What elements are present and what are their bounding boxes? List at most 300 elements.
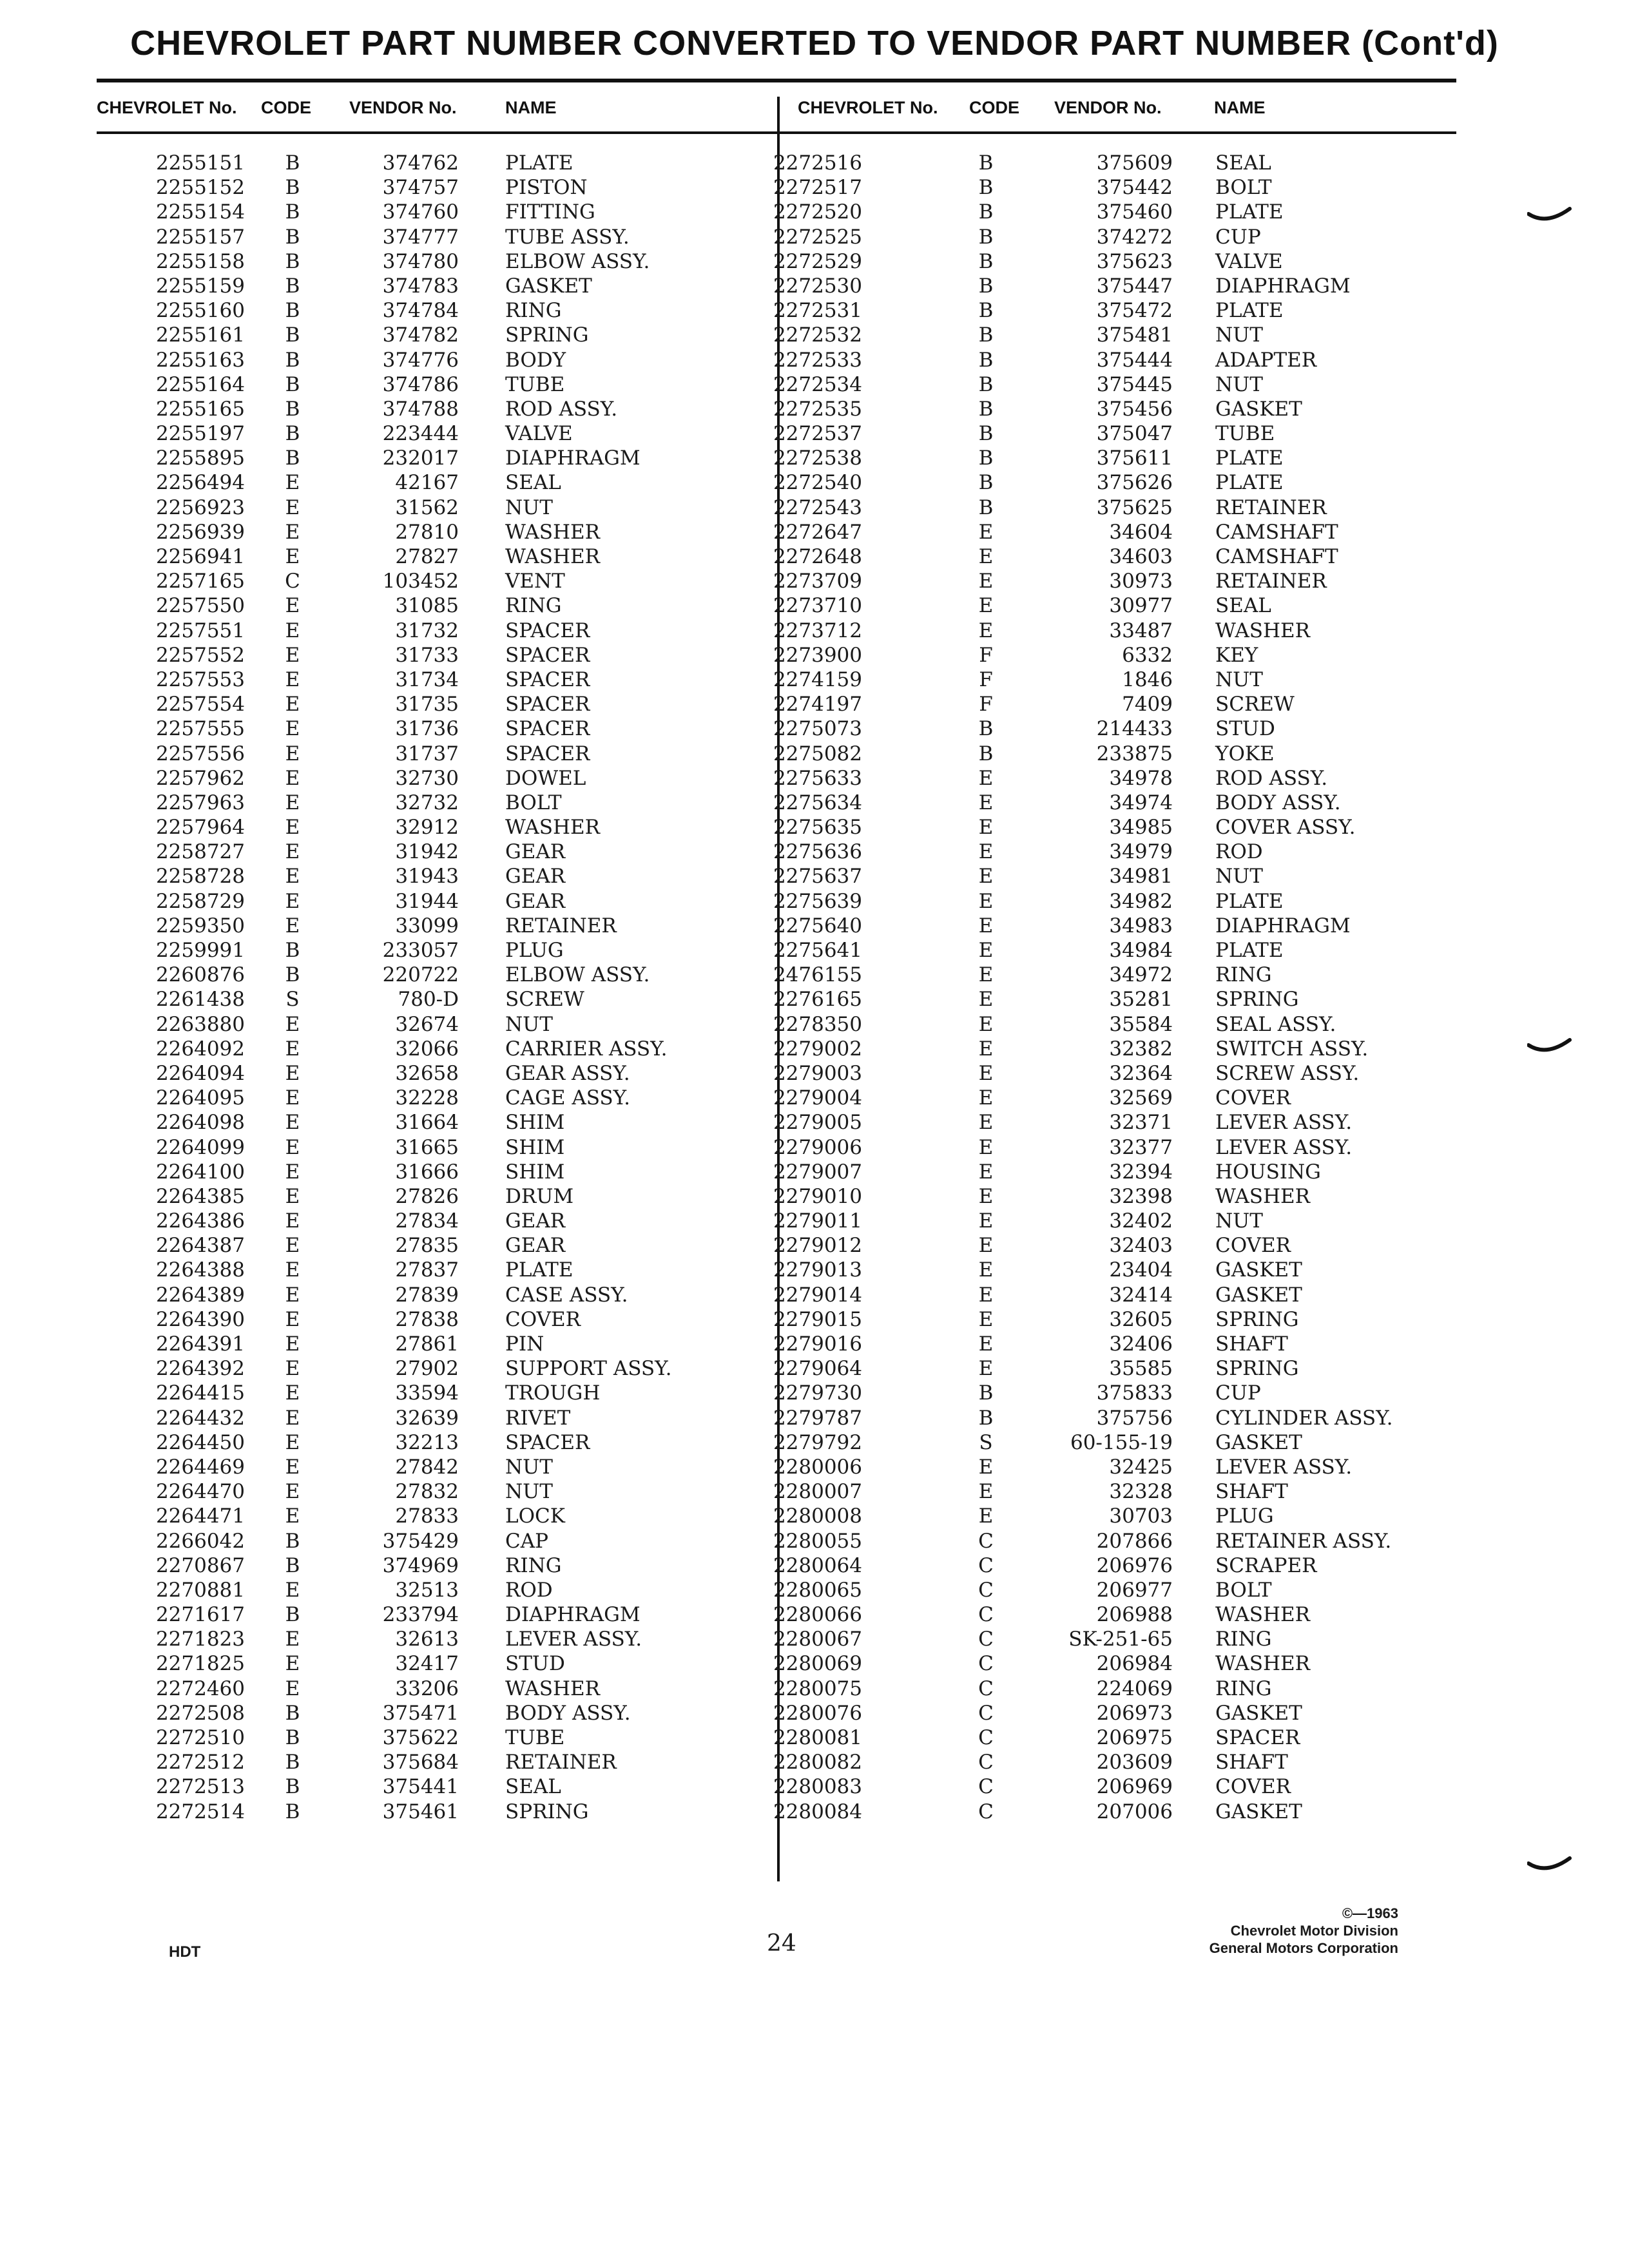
vendor-number-cell: 31942 [395,840,459,864]
code-cell: E [285,1234,300,1258]
table-row [0,889,773,914]
part-name-cell: TUBE ASSY. [505,225,630,249]
chevrolet-number-cell: 2279007 [773,1160,862,1184]
chevrolet-number-cell: 2272531 [773,299,862,323]
chevrolet-number-cell: 2257556 [155,742,245,765]
chevrolet-number-cell: 2275073 [773,717,862,741]
chevrolet-number-cell: 2260876 [155,963,245,987]
table-row [773,446,1617,470]
code-cell: B [285,151,300,175]
chevrolet-number-cell: 2280065 [773,1578,862,1602]
vendor-number-cell: 233875 [1096,742,1173,765]
chevrolet-number-cell: 2272543 [773,495,862,519]
chevrolet-number-cell: 2256941 [155,545,245,568]
part-name-cell: ELBOW ASSY. [505,249,650,273]
vendor-number-cell: 31733 [395,643,459,667]
code-cell: E [285,1381,300,1405]
chevrolet-number-cell: 2263880 [155,1012,245,1036]
code-cell: E [285,545,300,568]
part-name-cell: RETAINER [505,914,617,937]
chevrolet-number-cell: 2255161 [155,323,245,347]
chevrolet-number-cell: 2279002 [773,1037,862,1061]
vendor-number-cell: 33594 [395,1381,459,1405]
part-name-cell: FITTING [505,200,595,224]
part-name-cell: DIAPHRAGM [1215,274,1351,298]
code-cell: B [978,274,994,298]
chevrolet-number-cell: 2280083 [773,1775,862,1799]
vendor-number-cell: 32674 [395,1012,459,1036]
code-cell: B [285,1726,300,1749]
chevrolet-number-cell: 2273712 [773,619,862,642]
vendor-number-cell: 27902 [395,1357,459,1381]
table-row [773,520,1617,544]
vendor-number-cell: 32730 [395,766,459,790]
table-row [773,1455,1617,1479]
part-name-cell: SPACER [505,1430,590,1454]
part-name-cell: COVER [1215,1086,1291,1110]
table-row [0,1800,773,1824]
vendor-number-cell: 30977 [1109,594,1173,618]
vendor-number-cell: 374757 [382,176,459,200]
code-cell: E [285,791,300,814]
part-name-cell: WASHER [1215,1652,1310,1676]
part-name-cell: VALVE [505,422,573,446]
vendor-number-cell: 34979 [1109,840,1173,864]
part-name-cell: PIN [505,1332,545,1356]
vendor-number-cell: 374760 [382,200,459,224]
part-name-cell: GASKET [1215,1258,1302,1282]
code-cell: E [978,988,994,1012]
table-row [0,1406,773,1430]
chevrolet-number-cell: 2280055 [773,1529,862,1553]
chevrolet-number-cell: 2257550 [155,594,245,618]
part-name-cell: SHIM [505,1135,565,1159]
code-cell: F [979,643,993,667]
code-cell: B [285,1603,300,1627]
part-name-cell: HOUSING [1215,1160,1321,1184]
part-name-cell: SPRING [1215,988,1299,1012]
code-cell: B [978,372,994,396]
vendor-number-cell: 27842 [395,1455,459,1479]
code-cell: E [978,791,994,814]
vendor-number-cell: 206984 [1096,1652,1173,1676]
vendor-number-cell: 27839 [395,1283,459,1307]
vendor-number-cell: 34985 [1109,816,1173,840]
copyright-block [1095,1905,1398,1957]
table-row [0,323,773,347]
chevrolet-number-cell: 2280075 [773,1677,862,1700]
chevrolet-number-cell: 2257553 [155,668,245,691]
chevrolet-number-cell: 2280006 [773,1455,862,1479]
chevrolet-number-cell: 2275082 [773,742,862,765]
part-name-cell: NUT [505,1012,553,1036]
chevrolet-number-cell: 2275636 [773,840,862,864]
chevrolet-number-cell: 2280066 [773,1603,862,1627]
part-name-cell: BOLT [505,791,562,814]
part-name-cell: TROUGH [505,1381,601,1405]
vendor-number-cell: 34972 [1109,963,1173,987]
part-name-cell: WASHER [1215,619,1310,642]
code-cell: C [978,1677,994,1700]
code-cell: E [285,816,300,840]
table-row [773,1332,1617,1356]
vendor-number-cell: 33099 [395,914,459,937]
table-row [0,1677,773,1701]
table-row [0,1258,773,1282]
code-cell: B [285,200,300,224]
part-name-cell: SCRAPER [1215,1553,1317,1577]
vendor-number-cell: 375611 [1096,447,1173,470]
table-row [0,840,773,864]
chevrolet-number-cell: 2272460 [155,1677,245,1700]
vendor-number-cell: 375461 [382,1800,459,1823]
chevrolet-number-cell: 2257165 [155,570,245,593]
vendor-number-cell: 27810 [395,520,459,544]
chevrolet-number-cell: 2279011 [773,1209,862,1233]
table-row [773,323,1617,347]
vendor-number-cell: 374272 [1096,225,1173,249]
chevrolet-number-cell: 2255197 [155,422,245,446]
code-cell: E [978,1455,994,1479]
chevrolet-number-cell: 2264385 [155,1184,245,1208]
code-cell: B [285,274,300,298]
chevrolet-number-cell: 2272512 [155,1751,245,1774]
vendor-number-cell: 42167 [395,471,459,495]
part-name-cell: NUT [1215,865,1263,889]
code-cell: E [285,1628,300,1651]
code-cell: E [285,1578,300,1602]
code-cell: B [978,422,994,446]
part-name-cell: GASKET [1215,1800,1302,1823]
code-cell: E [285,1504,300,1528]
table-row [773,1677,1617,1701]
code-cell: E [978,840,994,864]
table-row [0,470,773,495]
code-cell: B [978,1381,994,1405]
code-cell: B [285,1751,300,1774]
table-row [773,593,1617,618]
vendor-number-cell: 34983 [1109,914,1173,937]
table-row [0,421,773,446]
vendor-number-cell: 30703 [1109,1504,1173,1528]
vendor-number-cell: 206973 [1096,1701,1173,1725]
code-cell: E [978,1307,994,1331]
code-cell: B [285,372,300,396]
code-cell: S [285,988,300,1012]
vendor-number-cell: 32328 [1109,1480,1173,1504]
vendor-number-cell: 375456 [1096,397,1173,421]
vendor-number-cell: 375047 [1096,422,1173,446]
part-name-cell: SHIM [505,1160,565,1184]
code-cell: E [978,1135,994,1159]
table-row [773,397,1617,421]
chevrolet-number-cell: 2275634 [773,791,862,814]
table-row [0,668,773,692]
vendor-number-cell: 32213 [395,1430,459,1454]
code-cell: C [978,1553,994,1577]
chevrolet-number-cell: 2272538 [773,447,862,470]
copyright-year: ©—1963 [1342,1905,1398,1921]
code-cell: E [285,1406,300,1430]
table-row [0,716,773,741]
part-name-cell: SPRING [1215,1357,1299,1381]
table-row [773,742,1617,766]
part-name-cell: SPRING [1215,1307,1299,1331]
part-name-cell: GASKET [1215,1430,1302,1454]
code-cell: E [978,1111,994,1135]
chevrolet-number-cell: 2255163 [155,348,245,372]
part-name-cell: GASKET [1215,1701,1302,1725]
part-name-cell: PLATE [505,1258,574,1282]
table-row [773,1233,1617,1258]
table-row [773,495,1617,520]
table-row [773,987,1617,1012]
vendor-number-cell: 206969 [1096,1775,1173,1799]
table-row [0,1602,773,1627]
table-row [0,495,773,520]
vendor-number-cell: 7409 [1122,693,1173,716]
part-name-cell: SPRING [505,323,589,347]
chevrolet-number-cell: 2272516 [773,151,862,175]
code-cell: B [978,495,994,519]
part-name-cell: ROD ASSY. [1215,766,1328,790]
part-name-cell: SCREW [1215,693,1295,716]
part-name-cell: COVER [505,1307,581,1331]
part-name-cell: ROD [1215,840,1263,864]
table-row [773,1651,1617,1676]
part-name-cell: PLATE [1215,939,1284,962]
code-cell: B [978,1406,994,1430]
part-name-cell: PLATE [1215,889,1284,913]
chevrolet-number-cell: 2272534 [773,372,862,396]
code-cell: B [978,397,994,421]
chevrolet-number-cell: 2257963 [155,791,245,814]
code-cell: E [978,545,994,568]
vendor-number-cell: 374777 [382,225,459,249]
header-vendor-no-right: VENDOR No. [1054,98,1162,117]
chevrolet-number-cell: 2264386 [155,1209,245,1233]
code-cell: E [285,495,300,519]
vendor-number-cell: 27827 [395,545,459,568]
vendor-number-cell: 32228 [395,1086,459,1110]
code-cell: E [978,1283,994,1307]
chevrolet-number-cell: 2259991 [155,939,245,962]
table-row [0,1307,773,1332]
chevrolet-number-cell: 2275641 [773,939,862,962]
chevrolet-number-cell: 2280064 [773,1553,862,1577]
part-name-cell: SEAL [1215,151,1271,175]
code-cell: B [285,1701,300,1725]
vendor-number-cell: 206988 [1096,1603,1173,1627]
part-name-cell: ROD [505,1578,553,1602]
part-name-cell: SPACER [505,668,590,691]
vendor-number-cell: 27832 [395,1480,459,1504]
part-name-cell: ROD ASSY. [505,397,618,421]
code-cell: C [978,1800,994,1823]
code-cell: E [285,1012,300,1036]
code-cell: E [978,520,994,544]
chevrolet-number-cell: 2257552 [155,643,245,667]
code-cell: E [978,1258,994,1282]
code-cell: B [978,249,994,273]
table-row [773,470,1617,495]
chevrolet-number-cell: 2264095 [155,1086,245,1110]
vendor-number-cell: 34603 [1109,545,1173,568]
chevrolet-number-cell: 2275633 [773,766,862,790]
vendor-number-cell: 32382 [1109,1037,1173,1061]
code-cell: E [978,1480,994,1504]
vendor-number-cell: 27861 [395,1332,459,1356]
part-name-cell: WASHER [505,545,600,568]
header-rule-right [777,131,1456,134]
chevrolet-number-cell: 2272540 [773,471,862,495]
part-name-cell: RETAINER [505,1751,617,1774]
code-cell: E [978,594,994,618]
chevrolet-number-cell: 2270881 [155,1578,245,1602]
chevrolet-number-cell: 2264388 [155,1258,245,1282]
chevrolet-number-cell: 2272510 [155,1726,245,1749]
code-cell: E [978,1209,994,1233]
header-rule-left [97,131,778,134]
code-cell: B [978,225,994,249]
part-name-cell: CAGE ASSY. [505,1086,630,1110]
code-cell: B [978,151,994,175]
table-row [773,914,1617,938]
table-row [0,520,773,544]
chevrolet-number-cell: 2255895 [155,447,245,470]
code-cell: B [285,963,300,987]
code-cell: E [285,1283,300,1307]
chevrolet-number-cell: 2255159 [155,274,245,298]
table-row [773,889,1617,914]
code-cell: C [978,1751,994,1774]
chevrolet-number-cell: 2255157 [155,225,245,249]
chevrolet-number-cell: 2264100 [155,1160,245,1184]
vendor-number-cell: 31944 [395,889,459,913]
code-cell: B [285,348,300,372]
table-row [0,938,773,963]
code-cell: E [285,889,300,913]
table-row [0,151,773,175]
table-row [773,1553,1617,1578]
code-cell: E [978,1504,994,1528]
code-cell: B [285,397,300,421]
vendor-number-cell: 31735 [395,693,459,716]
part-name-cell: DRUM [505,1184,574,1208]
table-row [0,1553,773,1578]
part-name-cell: NUT [1215,1209,1263,1233]
chevrolet-number-cell: 2272532 [773,323,862,347]
vendor-number-cell: 27835 [395,1234,459,1258]
table-row [0,692,773,716]
table-row [0,1701,773,1725]
chevrolet-number-cell: 2271617 [155,1603,245,1627]
vendor-number-cell: 32605 [1109,1307,1173,1331]
table-row [0,1479,773,1504]
chevrolet-number-cell: 2275639 [773,889,862,913]
chevrolet-number-cell: 2264391 [155,1332,245,1356]
chevrolet-number-cell: 2264098 [155,1111,245,1135]
code-cell: B [978,299,994,323]
code-cell: E [285,668,300,691]
part-name-cell: RIVET [505,1406,571,1430]
chevrolet-number-cell: 2279014 [773,1283,862,1307]
check-mark-icon [1527,206,1572,226]
code-cell: B [285,1775,300,1799]
vendor-number-cell: 375625 [1096,495,1173,519]
chevrolet-number-cell: 2279005 [773,1111,862,1135]
table-row [0,815,773,840]
chevrolet-number-cell: 2264392 [155,1357,245,1381]
part-name-cell: SPACER [505,643,590,667]
vendor-number-cell: SK-251-65 [1068,1628,1173,1651]
code-cell: F [979,693,993,716]
chevrolet-number-cell: 2276165 [773,988,862,1012]
part-name-cell: VALVE [1215,249,1283,273]
table-row [773,1529,1617,1553]
part-name-cell: LEVER ASSY. [505,1628,642,1651]
table-row [0,1012,773,1037]
chevrolet-number-cell: 2272513 [155,1775,245,1799]
code-cell: E [285,1037,300,1061]
chevrolet-number-cell: 2272533 [773,348,862,372]
header-chevrolet-no-right: CHEVROLET No. [798,98,938,117]
vendor-number-cell: 233057 [382,939,459,962]
table-row [773,1160,1617,1184]
chevrolet-number-cell: 2255154 [155,200,245,224]
vendor-number-cell: 375472 [1096,299,1173,323]
corporation-name: General Motors Corporation [1209,1940,1398,1956]
code-cell: E [285,1209,300,1233]
vendor-number-cell: 32639 [395,1406,459,1430]
table-row [773,569,1617,593]
vendor-number-cell: 23404 [1109,1258,1173,1282]
parts-table-right [773,151,1617,1824]
vendor-number-cell: 31664 [395,1111,459,1135]
table-row [773,298,1617,323]
vendor-number-cell: 31734 [395,668,459,691]
code-cell: C [978,1603,994,1627]
vendor-number-cell: 34981 [1109,865,1173,889]
part-name-cell: RING [1215,963,1272,987]
code-cell: E [285,643,300,667]
part-name-cell: DOWEL [505,766,586,790]
code-cell: E [285,1135,300,1159]
chevrolet-number-cell: 2264415 [155,1381,245,1405]
part-name-cell: GEAR [505,840,566,864]
code-cell: E [285,1455,300,1479]
part-name-cell: SPACER [505,693,590,716]
vendor-number-cell: 375622 [382,1726,459,1749]
code-cell: B [978,200,994,224]
table-row [0,864,773,889]
table-row [0,544,773,569]
check-mark-icon [1527,1856,1572,1875]
vendor-number-cell: 32398 [1109,1184,1173,1208]
table-row [0,1283,773,1307]
header-chevrolet-no-left: CHEVROLET No. [97,98,237,117]
code-cell: E [285,742,300,765]
code-cell: E [285,766,300,790]
vendor-number-cell: 32403 [1109,1234,1173,1258]
code-cell: B [978,471,994,495]
part-name-cell: RING [505,1553,562,1577]
table-row [773,1504,1617,1528]
part-name-cell: PLATE [505,151,574,175]
part-name-cell: NUT [505,1480,553,1504]
table-row [0,1774,773,1799]
part-name-cell: RING [1215,1677,1272,1700]
